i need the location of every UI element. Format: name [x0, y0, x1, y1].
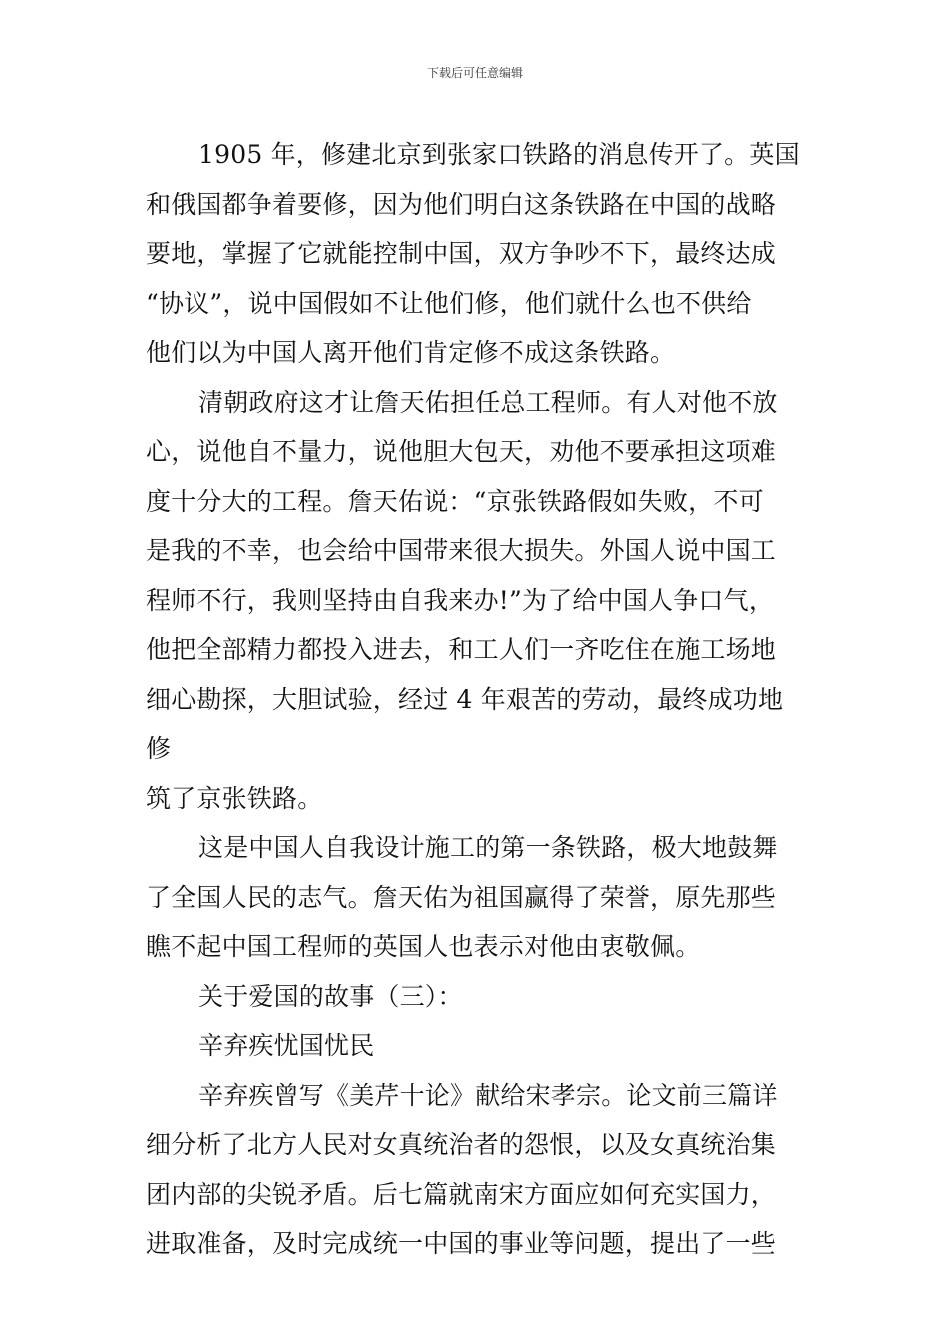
- paragraph-railway-news: [146, 130, 806, 378]
- paragraph-first-railway: [146, 823, 806, 972]
- text-line: 团内部的尖锐矛盾。后七篇就南宋方面应如何充实国力，: [146, 1179, 777, 1209]
- title-text: 辛弃疾忧国忧民: [198, 1031, 375, 1060]
- text-line: 清朝政府这才让詹天佑担任总工程师。有人对他不放: [198, 387, 778, 417]
- paragraph-xin-qiji: [146, 1071, 806, 1269]
- heading-text: 关于爱国的故事（三）：: [198, 981, 463, 1011]
- text-line: 要地，掌握了它就能控制中国，双方争吵不下，最终达成: [146, 239, 777, 268]
- text-line: “协议”，说中国假如不让他们修，他们就什么也不供给: [146, 288, 752, 318]
- text-line: 辛弃疾曾写《美芹十论》献给宋孝宗。论文前三篇详: [198, 1080, 778, 1110]
- text-line: 这是中国人自我设计施工的第一条铁路，极大地鼓舞: [198, 833, 778, 862]
- text-line: 细心勘探，大胆试验，经过 4 年艰苦的劳动，最终成功地修: [146, 684, 784, 763]
- text-line: 他们以为中国人离开他们肯定修不成这条铁路。: [146, 338, 676, 367]
- story-title: [146, 1021, 806, 1071]
- text-line: 了全国人民的志气。詹天佑为祖国赢得了荣誉，原先那些: [146, 882, 777, 912]
- text-line: 瞧不起中国工程师的英国人也表示对他由衷敬佩。: [146, 932, 701, 961]
- paragraph-zhan-tianyou: [146, 378, 806, 824]
- text-line: 度十分大的工程。詹天佑说：“京张铁路假如失败，不可: [146, 486, 764, 516]
- text-line: 细分析了北方人民对女真统治者的怨恨，以及女真统治集: [146, 1130, 777, 1159]
- text-line: 1905 年，修建北京到张家口铁路的消息传开了。英国: [198, 140, 800, 169]
- text-line: 进取准备，及时完成统一中国的事业等问题，提出了一些: [146, 1229, 777, 1258]
- text-line: 筑了京张铁路。: [146, 783, 323, 813]
- text-line: 心，说他自不量力，说他胆大包天，劝他不要承担这项难: [146, 437, 777, 466]
- document-body: [146, 130, 806, 1269]
- page-header: 下载后可任意编辑: [426, 66, 523, 80]
- text-line: 程师不行，我则坚持由自我来办!”为了给中国人争口气，: [146, 585, 775, 615]
- section-heading: [146, 972, 806, 1022]
- text-line: 是我的不幸，也会给中国带来很大损失。外国人说中国工: [146, 536, 777, 565]
- text-line: 他把全部精力都投入进去，和工人们一齐吃住在施工场地: [146, 635, 777, 664]
- text-line: 和俄国都争着要修，因为他们明白这条铁路在中国的战略: [146, 189, 777, 219]
